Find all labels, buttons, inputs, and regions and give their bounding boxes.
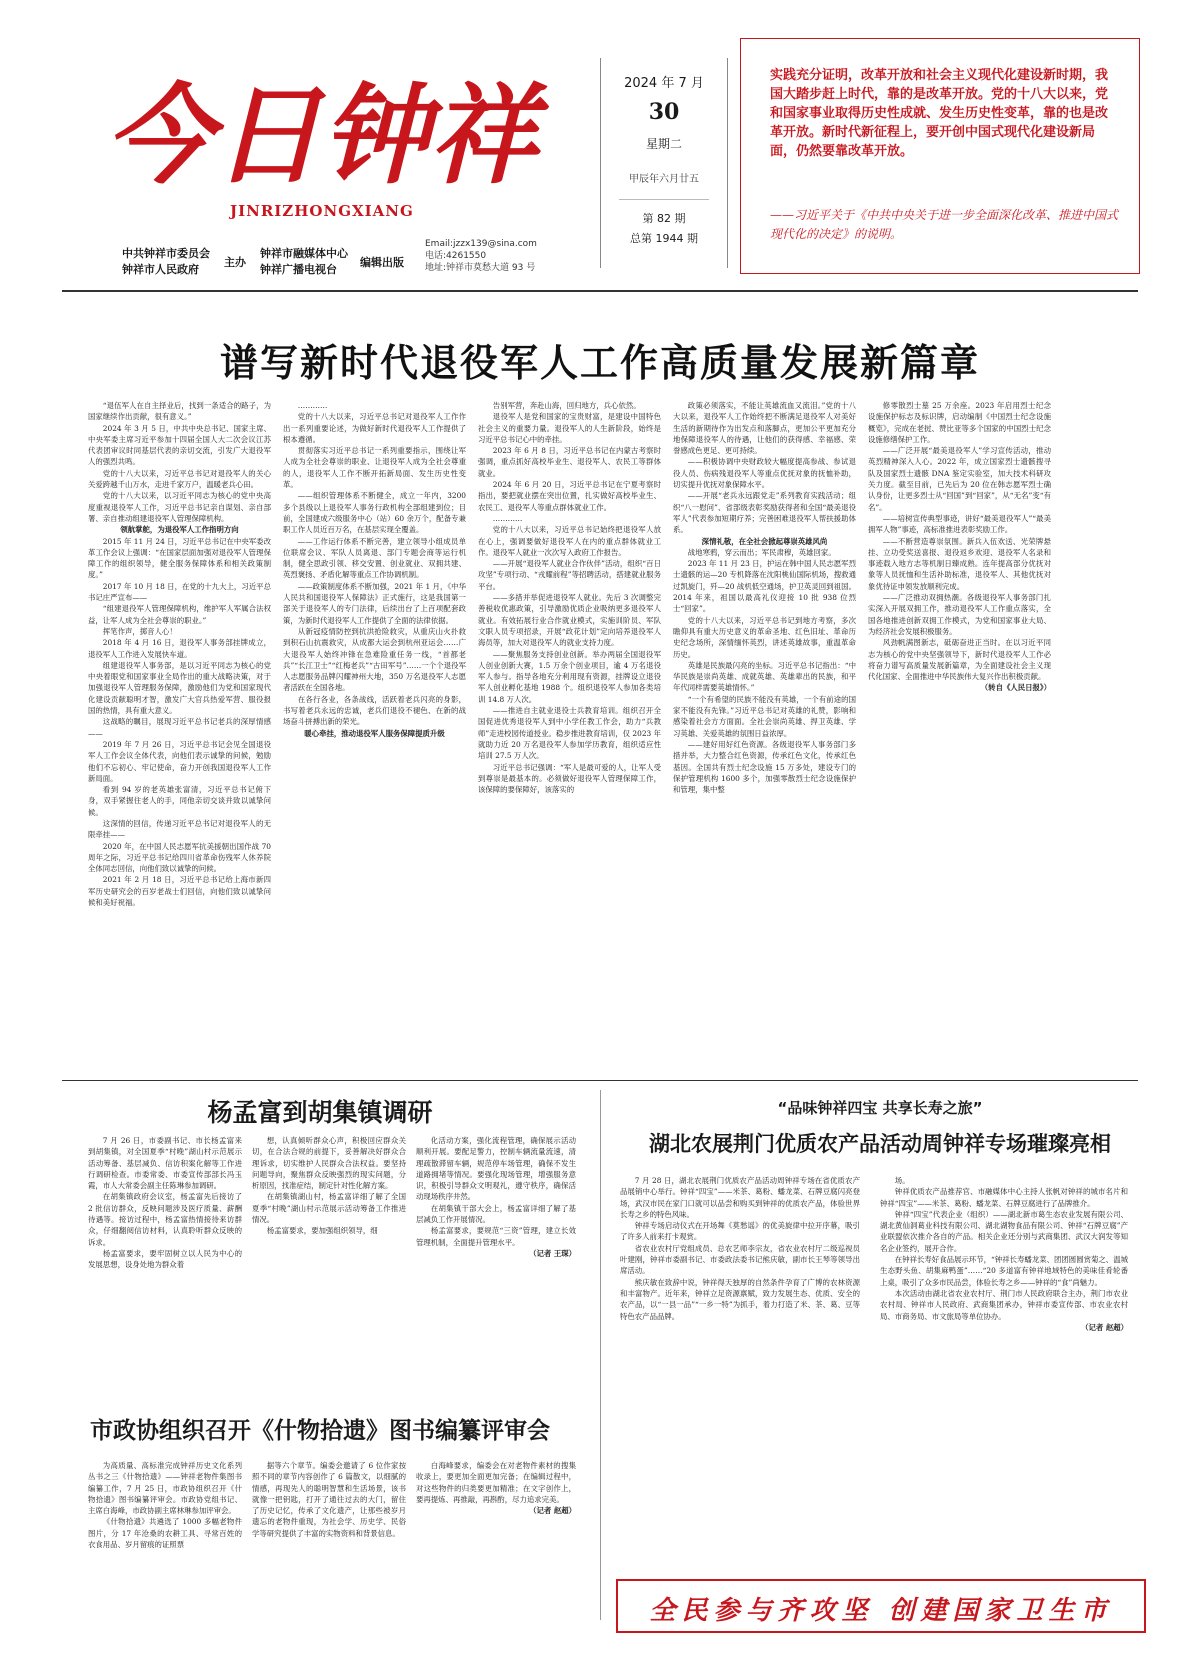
paragraph: 党的十八大以来，以习近平同志为核心的党中央高度重视退役军人工作，习近平总书记亲自谋划、亲自部署、亲自推动组建退役军人管理保障机构。 — [88, 491, 271, 523]
source-credit: （转自《人民日报》） — [980, 683, 1051, 693]
section-subheading: 深情礼敬，在全社会掀起尊崇英雄风尚 — [701, 536, 828, 546]
newspaper-pinyin: JINRIZHONGXIANG — [230, 202, 414, 220]
paragraph: ——开展“退役军人就业合作伙伴”活动，组织“百日攻坚”专项行动、“戎耀前程”等招聘活动，搭建就业服务平台。 — [478, 559, 661, 591]
quote-text: 实践充分证明，改革开放和社会主义现代化建设新时期，我国大踏步赶上时代，靠的是改革开放。党的十八大以来，党和国家事业取得历史性成就、发生历史性变革，靠的也是改革开放。新时代新征程上，要开创中国式现代化建设新局面，仍然要靠改革开放。 — [770, 68, 1109, 159]
paragraph: 党的十八大以来，习近平总书记到地方考察，多次瞻仰具有重大历史意义的革命圣地、红色旧址、革命历史纪念场所，深情缅怀英烈，讲述英雄故事，重温革命历史。 — [673, 615, 856, 659]
article-cppcc-column-3 — [416, 1460, 576, 1635]
paragraph: 7 月 26 日，市委副书记、市长杨孟富来到胡集镇，对全国夏季“村晚”湖山村示范展示活动筹备、基层减负、信访积案化解等工作进行调研检查。市委常委、市委宣传部部长冯玉霞，市人大常委会副主任陈琳参加调研。 — [88, 1136, 242, 1191]
contact-address: 地址:钟祥市莫愁大道 93 号 — [425, 263, 536, 273]
paragraph: ——工作运行体系不断完善，建立领导小组成员单位联席会议、军队人员离退、部门专题会商等运行机制，健全思政引领、移交安置、创业就业、双拥共建、英烈褒扬、矛盾化解等重点工作协调机制。 — [283, 536, 466, 580]
article-title-agri: 湖北农展荆门优质农产品活动周钟祥专场璀璨亮相 — [649, 1132, 1111, 1156]
date-year-month: 2024 年 7 月 — [624, 76, 704, 91]
paragraph: 据等六个章节。编委会邀请了 6 位作家按照不同的章节内容创作了 6 篇散文，以细腻的情感，再现先人的聪明智慧和生活场景，该书就像一把钥匙，打开了通往过去的大门，留住了历史记忆，传承了文化遗产，让那些被岁月遗忘的老物件重现，为社会学、历史学、民俗学等研究提供了丰富的实物资料和背景信息。 — [252, 1461, 406, 1538]
publisher-tag: 编辑出版 — [360, 256, 404, 269]
paragraph: ——建好用好红色资源。各级退役军人事务部门多措并举，大力整合红色资源，传承红色文化，传承红色基因。全国共有烈士纪念设施 15 万多处，建设专门的保护管理机构 1600 多个，加强零散烈士纪念设施保护和管理，集中整 — [673, 739, 856, 795]
paragraph: ——培树宣传典型事迹，讲好“最美退役军人”“最美拥军人物”事迹，高标准推进表彰奖励工作。 — [868, 513, 1051, 535]
paragraph: 2023 年 11 月 23 日，护运在韩中国人民志愿军烈士遗骸的运—20 专机降落在沈阳桃仙国际机场，搜救通过凯旋门，歼—20 战机低空通场，护卫英灵回到祖国。2014 年来，祖国以最高礼仪迎接 10 批 938 位烈士“回家”。 — [673, 559, 856, 614]
newspaper-logo — [105, 55, 538, 205]
paragraph: 熊庆敏在致辞中说，钟祥得天独厚的自然条件孕育了广博的农林资源和丰富物产。近年来，钟祥立足资源禀赋，致力发展生态、优质、安全的农产品，以“一县一品”“一乡一特”为抓手，着力打造了米、茶、葛、豆等特色农产品品牌。 — [620, 1277, 860, 1321]
paragraph: 告别军营，奔赴山海，回归地方，兵心依然。 — [492, 401, 641, 410]
paragraph: 7 月 28 日，湖北农展荆门优质农产品活动周钟祥专场在省优质农产品展销中心举行。钟祥“四宝”——米茶、葛粉、蟠龙菜、石牌豆腐闪亮登场，武汉市民在家门口就可以品尝和购买到钟祥的优质农产品，体验世界长寿之乡的特色风味。 — [620, 1176, 860, 1219]
article-cppcc-column-1 — [88, 1460, 242, 1635]
paragraph: ——政策制度体系不断加强，2021 年 1 月，《中华人民共和国退役军人保障法》正式施行，这是我国第一部关于退役军人的专门法律，后续出台了上百项配套政策，为新时代退役军人工作提供了全面的法律依据。 — [283, 581, 466, 625]
column-divider — [600, 1090, 601, 1620]
date-lunar: 甲辰年六月廿五 — [629, 174, 699, 185]
paragraph: 这深情的回信，传递习近平总书记对退役军人的无限牵挂—— — [88, 818, 271, 840]
paragraph: ——组织管理体系不断健全，成立一年内，3200 多个县级以上退役军人事务行政机构全部组建到位；目前，全国建成六级服务中心（站）60 余万个，配备专兼职工作人员近百万名，在基层实现全覆盖。 — [283, 491, 466, 535]
main-article-column-1 — [88, 400, 271, 1060]
date-box — [600, 58, 728, 268]
paragraph: 2015 年 11 月 24 日，习近平总书记在中央军委改革工作会议上强调：“在国家层面加强对退役军人管理保障工作的组织领导，健全服务保障体系和相关政策制度。” — [88, 536, 271, 580]
newspaper-logo-text: 今日钟祥 — [105, 73, 538, 199]
main-article-column-5 — [868, 400, 1051, 1060]
slogan-banner — [616, 1579, 1146, 1633]
article-title-cppcc: 市政协组织召开《什物拾遗》图书编纂评审会 — [90, 1418, 550, 1444]
paragraph: 在胡集镇政府会议室，杨孟富先后接访了 2 批信访群众，反映问题涉及医疗质量、薪酬待遇等。接访过程中，杨孟富热情接待来访群众，仔细翻阅信访材料，认真聆听群众反映的诉求。 — [88, 1192, 242, 1247]
paragraph: 战地寒鸦，穿云而出；军民肃穆，英雄回家。 — [687, 547, 836, 557]
paragraph: ——不断营造尊崇氛围。新兵入伍欢送、光荣牌悬挂、立功受奖送喜报、退役返乡欢迎、退役军人名录和事迹载入地方志等机制日臻成熟。连年提高部分优抚对象等人员抚恤和生活补助标准，退役军人、其他优抚对象优待证申领发放顺利完成。 — [868, 536, 1051, 591]
paragraph: 本次活动由湖北省农业农村厅、荆门市人民政府联合主办，荆门市农业农村局、钟祥市人民政府、武商集团承办，钟祥市委宣传部、市农业农村局、市商务局、市文旅局等单位协办。 — [880, 1288, 1128, 1321]
reporter-credit: （记者 赵超） — [1081, 1322, 1128, 1332]
section-divider — [62, 1080, 1138, 1081]
paragraph: 挥笔作声，掷音人心！ — [102, 626, 177, 636]
article-yang-column-1 — [88, 1135, 242, 1395]
main-article-column-2 — [283, 400, 466, 1060]
paragraph: 英雄是民族最闪亮的坐标。习近平总书记指出：“中华民族是崇尚英雄、成就英雄、英雄辈出的民族，和平年代同样需要英雄情怀。” — [673, 660, 856, 693]
paragraph: 杨孟富要求，要牢固树立以人民为中心的发展思想，设身处地为群众着 — [88, 1248, 242, 1270]
paragraph: 看到 94 岁的老英雄张富清，习近平总书记俯下身，双手紧握住老人的手，同他亲切交谈并致以诚挚问候。 — [88, 785, 271, 817]
sponsor-tag: 主办 — [224, 256, 246, 269]
paragraph: 在胡集镇干部大会上，杨孟富详细了解了基层减负工作开展情况。 — [416, 1203, 576, 1225]
article-title-yang: 杨孟富到胡集镇调研 — [207, 1098, 433, 1127]
paragraph: 《什物拾遗》共遴选了 1000 多幅老物件图片，分 17 年沧桑的农耕工具、寻常百姓的衣食用品、岁月留痕的证照票 — [88, 1517, 242, 1550]
contact-email: Email:jzzx139@sina.com — [425, 239, 537, 249]
paragraph: “退伍军人在自主择业后，找到一条适合的路子，为国家继续作出贡献，很有意义。” — [88, 401, 271, 422]
article-subtitle-agri: “品味钟祥四宝 共享长寿之旅” — [777, 1099, 983, 1117]
paragraph: 2019 年 7 月 26 日，习近平总书记会见全国退役军人工作会议全体代表，向他们表示诚挚的问候，勉励他们不忘初心、牢记使命，奋力开创我国退役军人工作新局面。 — [88, 739, 271, 783]
masthead-divider — [62, 290, 1138, 292]
paragraph: 党的十八大以来，习近平总书记对退役军人的关心关爱跨越千山万水，走进千家万户，温暖老兵心田。 — [88, 468, 271, 490]
contact-info — [425, 238, 537, 274]
section-subheading: 领航掌舵，为退役军人工作指明方向 — [120, 525, 239, 535]
article-yang-column-2 — [252, 1135, 406, 1395]
paragraph: ——积极协调中央财政较大幅度提高参战、参试退役人员、伤病残退役军人等重点优抚对象的抚恤补助，切实提升优抚对象保障水平。 — [673, 457, 856, 490]
paragraph: 为高质量、高标准完成钟祥历史文化系列丛书之三《什物拾遗》——钟祥老物件集图书编纂工作，7 月 25 日，市政协组织召开《什物拾遗》图书编纂评审会。市政协党组书记、主席白海峰，市政协副主席林琳参加评审会。 — [88, 1461, 242, 1516]
sponsors — [122, 246, 210, 278]
reporter-credit: （记者 赵超） — [529, 1506, 576, 1516]
paragraph: 2018 年 4 月 16 日，退役军人事务部挂牌成立，退役军人工作进入发展快车道。 — [88, 638, 271, 659]
paragraph: 这战略的瞩目，展现习近平总书记老兵的深厚情感—— — [88, 717, 271, 738]
publisher-tv-station: 钟祥广播电视台 — [260, 263, 337, 276]
paragraph: 在胡集镇湖山村，杨孟富详细了解了全国夏季“村晚”湖山村示范展示活动筹备工作推进情况。 — [252, 1192, 406, 1225]
publishers — [260, 246, 348, 278]
paragraph: 杨孟富要求，要加强组织领导，细 — [266, 1226, 378, 1236]
paragraph: 钟祥优质农产品推荐官、市融媒体中心主持人张帆对钟祥的城市名片和钟祥“四宝”——米茶、葛粉、蟠龙菜、石牌豆腐进行了品牌推介。 — [880, 1187, 1128, 1208]
paragraph: 风劲帆满图新志，砥砺奋进正当时。在以习近平同志为核心的党中央坚强领导下，新时代退役军人工作必将奋力谱写高质量发展新篇章，为全面建设社会主义现代化国家、全面推进中华民族伟大复兴作出积极贡献。 — [868, 638, 1051, 682]
paragraph: 场。 — [894, 1176, 910, 1185]
date-divider — [619, 199, 709, 200]
paragraph: 2017 年 10 月 18 日，在党的十九大上，习近平总书记庄严宣布—— — [88, 581, 271, 603]
paragraph: ——广泛开展“最美退役军人”学习宣传活动，推动英烈精神深入人心。2022 年，成立国家烈士遗骸搜寻队及国家烈士遗骸 DNA 鉴定实验室，加大技术科研攻关力度。截至目前，已先后为 20 位在韩志愿军烈士确认身份，让更多烈士从“回国”到“回家”，从“无名”变“有名”。 — [868, 446, 1051, 512]
paragraph: ——推进自主就业退役士兵教育培训。组织召开全国促进优秀退役军人到中小学任教工作会，助力“兵教师”走进校园传道授业。稳步推进教育培训，仅 2023 年就助力近 20 万名退役军人参加学历教育，组织适应性培训 27.5 万人次。 — [478, 706, 661, 761]
paragraph: 贯彻落实习近平总书记一系列重要指示，围绕让军人成为全社会尊崇的职业、让退役军人成为全社会尊重的人，退役军人工作不断开拓新局面、发生历史性变革。 — [283, 446, 466, 490]
article-cppcc-column-2 — [252, 1460, 406, 1635]
paragraph: “组建退役军人管理保障机构，维护军人军属合法权益，让军人成为全社会尊崇的职业。” — [88, 604, 271, 625]
reporter-credit: （记者 王琛） — [529, 1248, 576, 1258]
article-yang-column-3 — [416, 1135, 576, 1395]
paragraph: 2024 年 3 月 5 日，中共中央总书记、国家主席、中央军委主席习近平参加十四届全国人大二次会议江苏代表团审议时同基层代表的亲切交流，引发广大退役军人的强烈共鸣。 — [88, 423, 271, 467]
paragraph: “一个有希望的民族不能没有英雄，一个有前途的国家不能没有先锋。”习近平总书记对英雄的礼赞，影响和感染着社会方方面面。全社会崇尚英雄、捍卫英雄、学习英雄、关爱英雄的氛围日益浓厚。 — [673, 694, 856, 738]
article-agri-column-1 — [620, 1175, 860, 1570]
main-article-column-3 — [478, 400, 661, 1060]
paragraph: 组建退役军人事务部，是以习近平同志为核心的党中央着眼党和国家事业全局作出的重大战略决策，对于加强退役军人管理服务保障，激励他们为党和国家现代化建设贡献聪明才智，激发广大官兵热爱军营、服役报国的热情，具有重大意义。 — [88, 660, 271, 716]
paragraph: ——多措并举促进退役军人就业。先后 3 次调整完善税收优惠政策，引导激励优质企业吸纳更多退役军人就业。有效拓展行业合作就业模式，实施训阶员、军队文职人员专项招录，开展“政花计划”定向培养退役军人海员等，加大对退役军人的就业支持力度。 — [478, 593, 661, 648]
main-headline: 谱写新时代退役军人工作高质量发展新篇章 — [219, 341, 980, 385]
paragraph: 政策必须落实，不能让英雄流血又流泪。”党的十八大以来，退役军人工作始终把不断满足退役军人对美好生活的新期待作为出发点和落脚点，更加公平更加充分地保障退役军人的待遇，让他们的获得感、幸福感、荣誉感成色更足、更可持续。 — [673, 401, 856, 456]
date-weekday: 星期二 — [645, 137, 682, 151]
paragraph: 白海峰要求，编委会在对老物件素材的搜集收录上，要更加全面更加完备；在编辑过程中，对这些物件的归类要更加精准；在文字创作上，要再提炼、再推敲，再斟酌，尽力追求完美。 — [416, 1461, 576, 1504]
paragraph: 在钟祥长寿好食品展示环节，“钟祥长寿蟠龙菜、团团圆圆赏菊之、温城生态野头鱼、胡集麻鸭蛋”……“20 多道富有钟祥地域特色的美味佳肴轮番上桌，吸引了众多市民品尝，体验长寿之乡——钟祥的“食”尚魅力。 — [880, 1255, 1128, 1287]
paragraph: 想，认真倾听群众心声，积极回应群众关切，在合法合规的前提下，妥善解决好群众合理诉求，切实维护人民群众合法权益。要坚持问题导向，聚焦群众反映强烈的现实问题，分析原因，找准症结，制定针对性化解方案。 — [252, 1136, 406, 1191]
paragraph: 省农业农村厅党组成员、总农艺师李宗友，省农业农村厅二级巡视员叶建刚，钟祥市委副书记、市委政法委书记熊庆敏，副市长王琴等领导出席活动。 — [620, 1243, 860, 1276]
contact-phone: 电话:4261550 — [425, 251, 487, 261]
paragraph: 习近平总书记强调：“军人是最可爱的人，让军人受到尊崇是最基本的。必须做好退役军人管理保障工作，该保障的要保障好，该落实的 — [478, 762, 661, 795]
paragraph: ………… — [297, 401, 328, 410]
paragraph: 党的十八大以来，习近平总书记始终把退役军人放在心上，强调要做好退役军人在内的重点群体就业工作。退役军人就业一次次写入政府工作报告。 — [478, 525, 661, 557]
paragraph: 2020 年，在中国人民志愿军抗美援朝出国作战 70 周年之际，习近平总书记给四川省革命伤残军人休养院全体同志回信，向他们致以诚挚的问候。 — [88, 841, 271, 874]
paragraph: 杨孟富要求，要规范“三资”管理，建立长效管理机制，全面提升管理水平。 — [416, 1226, 576, 1247]
paragraph: ………… — [492, 513, 523, 523]
sponsor-government: 钟祥市人民政府 — [122, 263, 199, 276]
main-article-column-4 — [673, 400, 856, 1060]
paragraph: 2024 年 6 月 20 日，习近平总书记在宁夏考察时指出，要把就业摆在突出位置，扎实做好高校毕业生、农民工、退役军人等重点群体就业工作。 — [478, 480, 661, 512]
paragraph: 党的十八大以来，习近平总书记对退役军人工作作出一系列重要论述，为做好新时代退役军人工作提供了根本遵循。 — [283, 412, 466, 444]
paragraph: 从新冠疫情防控到抗洪抢险救灾，从重庆山火扑救到积石山抗震救灾，从成都大运会到杭州亚运会……广大退役军人始终冲锋在急难险重任务一线，“首都老兵”“长江卫士”“红梅老兵”“古田军号”……一个个退役军人志愿服务品牌闪耀神州大地，350 万名退役军人志愿者活跃在全国各地。 — [283, 626, 466, 693]
section-subheading: 暖心牵挂，推动退役军人服务保障提质升级 — [304, 728, 445, 738]
slogan-text: 全民参与齐攻坚 创建国家卫生市 — [649, 1596, 1113, 1626]
paragraph: ——聚焦服务支持创业创新。举办两届全国退役军人创业创新大赛，1.5 万余个创业项目，逾 4 万名退役军人参与。指导各地充分利用现有资源，挂牌设立退役军人创业孵化基地 1988 个。组织退役军人参加各类培训 14.8 万人次。 — [478, 649, 661, 704]
paragraph: 2021 年 2 月 18 日，习近平总书记给上海市新四军历史研究会的百岁老战士们回信，向他们致以诚挚问候和美好祝福。 — [88, 875, 271, 908]
article-agri-column-2 — [880, 1175, 1128, 1570]
sponsor-party-committee: 中共钟祥市委员会 — [122, 247, 210, 260]
paragraph: 2023 年 6 月 8 日，习近平总书记在内蒙古考察时强调，重点抓好高校毕业生、退役军人、农民工等群体就业。 — [478, 446, 661, 478]
issue-number: 第 82 期 — [642, 212, 686, 225]
total-issue-number: 总第 1944 期 — [630, 232, 698, 245]
date-day: 30 — [648, 99, 680, 125]
paragraph: ——广泛推动双拥热潮。各级退役军人事务部门扎实深入开展双拥工作，推动退役军人工作重点落实，全国各地推进创新双拥工作模式，为党和国家事业大局、为经济社会发展积极服务。 — [868, 593, 1051, 636]
publisher-media-center: 钟祥市融媒体中心 — [260, 247, 348, 260]
paragraph: 化活动方案，强化流程管理，确保展示活动顺利开展。要配足警力，控制车辆流量流速，清理疏散滞留车辆，规范停车场管理，确保不发生道路拥堵等情况。要强化现场管理，增强服务意识，积极引导群众文明观礼，遵守秩序，确保活动现场秩序井然。 — [416, 1136, 576, 1202]
paragraph: 钟祥“四宝”代表企业（组织）——湖北新市葛生态农业发展有限公司、湖北黄仙洞葛业科技有限公司、湖北湖物食品有限公司、钟祥“石牌豆腐”产业联盟依次推介各自的产品。相关企业还分别与武商集团、武汉大润发等知名企业签约，展开合作。 — [880, 1209, 1128, 1253]
paragraph: 在各行各业，各条战线，活跃着老兵闪亮的身影，书写着老兵永远的忠诚，老兵们退役不褪色、在新的战场奋斗拼搏出新的荣光。 — [283, 694, 466, 727]
paragraph: 修零散烈士墓 25 万余座。2023 年启用烈士纪念设施保护标志及标识牌，启动编制《中国烈士纪念设施概览》，完成在老挝、赞比亚等多个国家的中国烈士纪念设施修缮保护工作。 — [868, 401, 1051, 444]
quote-source: ——习近平关于《中共中央关于进一步全面深化改革、推进中国式现代化的决定》的说明。 — [770, 208, 1119, 241]
paragraph: ——开展“老兵永远跟党走”系列教育实践活动；组织“八一慰问”、省部级表彰奖励获得者和全国“最美退役军人”代表参加短期疗养；完善困难退役军人帮扶援助体系。 — [673, 491, 856, 535]
paragraph: 退役军人是党和国家的宝贵财富，是建设中国特色社会主义的重要力量。退役军人的人生新阶段，始终是习近平总书记心中的牵挂。 — [478, 412, 661, 444]
paragraph: 钟祥专场启动仪式在开场舞《莫愁谣》的优美旋律中拉开序幕，吸引了许多人前来打卡观赏。 — [620, 1221, 860, 1242]
